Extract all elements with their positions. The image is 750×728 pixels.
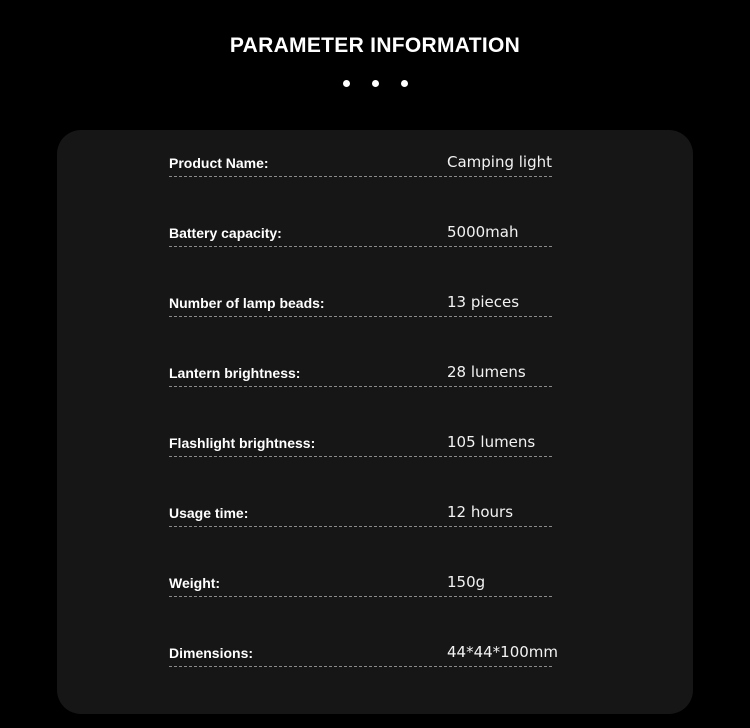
parameter-value: 28 lumens (447, 363, 526, 381)
parameter-row-battery-capacity (169, 222, 552, 247)
parameter-card (57, 130, 693, 714)
parameter-value: 44*44*100mm (447, 643, 559, 661)
parameter-row-lamp-beads (169, 292, 552, 317)
parameter-value: 105 lumens (447, 433, 536, 451)
decorative-dots (0, 80, 750, 87)
parameter-value: 13 pieces (447, 293, 520, 311)
parameter-value: Camping light (447, 153, 553, 171)
page-title: PARAMETER INFORMATION (229, 34, 521, 57)
parameter-label: Lantern brightness: (169, 365, 301, 381)
dot-icon (372, 80, 379, 87)
parameter-row-dimensions (169, 642, 559, 667)
parameter-row-flashlight-brightness (169, 432, 552, 457)
parameter-row-product-name (169, 152, 552, 177)
parameter-value: 150g (447, 573, 486, 591)
parameter-row-lantern-brightness (169, 362, 552, 387)
dot-icon (343, 80, 350, 87)
parameter-label: Usage time: (169, 505, 249, 521)
parameter-label: Dimensions: (169, 645, 254, 661)
parameter-label: Battery capacity: (169, 225, 282, 241)
parameter-label: Product Name: (169, 155, 269, 171)
dot-icon (401, 80, 408, 87)
parameter-label: Number of lamp beads: (169, 295, 325, 311)
parameter-row-weight (169, 572, 552, 597)
parameter-value: 12 hours (447, 503, 514, 521)
parameter-label: Weight: (169, 575, 221, 591)
parameter-value: 5000mah (447, 223, 519, 241)
parameter-row-usage-time (169, 502, 552, 527)
parameter-label: Flashlight brightness: (169, 435, 316, 451)
